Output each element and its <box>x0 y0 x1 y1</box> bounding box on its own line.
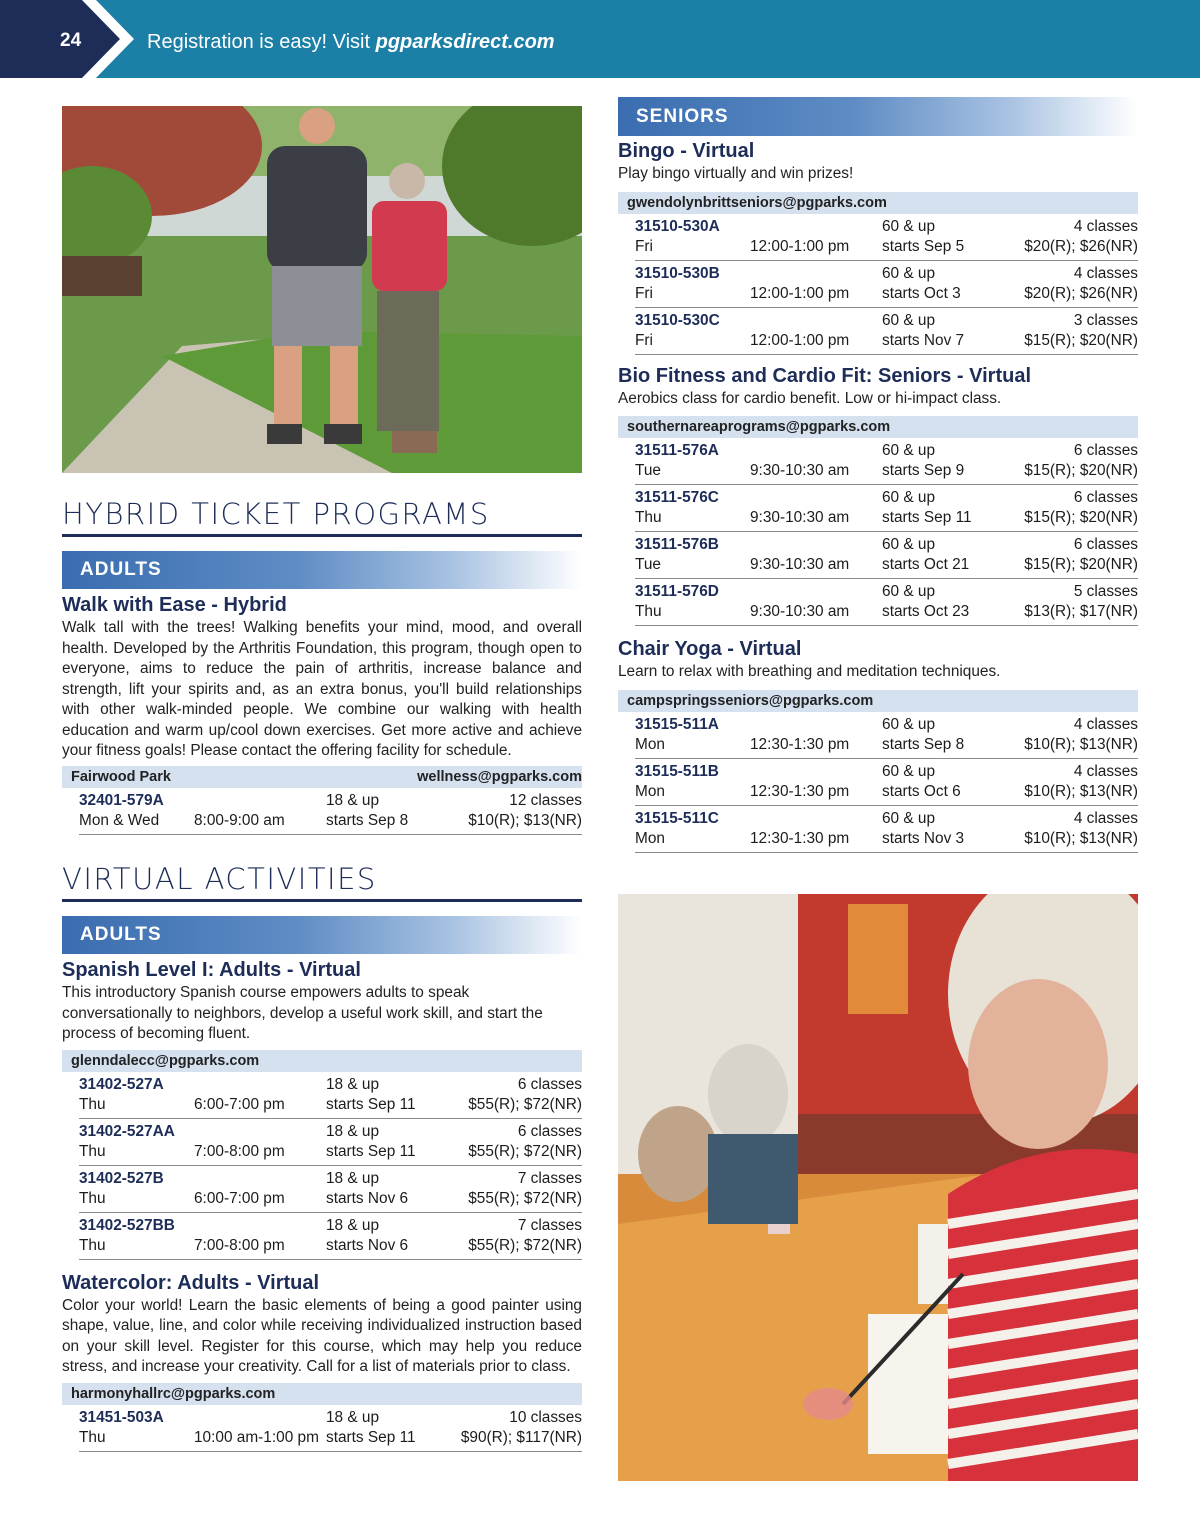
session-time: 12:00-1:00 pm <box>750 331 850 349</box>
session-fee: $15(R); $20(NR) <box>1024 331 1138 349</box>
session-day: Thu <box>79 1095 106 1113</box>
watercolor-painting-photo <box>618 894 1138 1481</box>
course-code: 31510-530B <box>635 264 720 282</box>
contact-email[interactable]: gwendolynbrittseniors@pgparks.com <box>627 194 887 211</box>
course-code: 31511-576A <box>635 442 719 459</box>
program-title: Spanish Level I: Adults - Virtual <box>62 959 361 981</box>
program-title: Bingo - Virtual <box>618 140 755 162</box>
session-day: Thu <box>79 1189 106 1207</box>
session-fee: $20(R); $26(NR) <box>1024 237 1138 255</box>
category-band: ADULTS <box>62 916 582 954</box>
course-code: 31510-530A <box>635 217 720 235</box>
session-age: 60 & up <box>882 311 936 329</box>
session-day: Fri <box>635 284 653 302</box>
session-time: 8:00-9:00 am <box>194 812 285 829</box>
session-time: 9:30-10:30 am <box>750 462 850 479</box>
seniors-section <box>618 97 1138 853</box>
session-classes: 6 classes <box>1073 442 1138 459</box>
session-day: Mon & Wed <box>79 812 160 829</box>
session-day: Fri <box>635 237 653 255</box>
session-start: starts Nov 7 <box>882 331 965 349</box>
session-classes: 3 classes <box>1073 311 1138 329</box>
program-description: Learn to relax with breathing and meditation techniques. <box>618 663 1001 680</box>
session-row[interactable] <box>635 214 1138 261</box>
session-list <box>618 214 1138 355</box>
session-fee: $15(R); $20(NR) <box>1024 509 1138 526</box>
session-time: 7:00-8:00 pm <box>194 1236 285 1254</box>
session-start: starts Sep 11 <box>882 509 972 526</box>
course-code: 31402-527B <box>79 1169 164 1187</box>
session-fee: $10(R); $13(NR) <box>1024 829 1138 847</box>
course-code: 31402-527A <box>79 1075 164 1093</box>
session-day: Mon <box>635 829 665 847</box>
session-age: 18 & up <box>326 1122 380 1140</box>
course-code: 31511-576B <box>635 536 719 553</box>
session-age: 18 & up <box>326 1075 380 1093</box>
session-classes: 7 classes <box>517 1169 582 1187</box>
contact-email-row <box>618 690 1138 712</box>
session-day: Thu <box>79 1142 106 1160</box>
session-row[interactable] <box>635 438 1138 485</box>
session-start: starts Sep 11 <box>326 1095 416 1113</box>
session-start: starts Sep 11 <box>326 1142 416 1160</box>
session-age: 18 & up <box>326 1216 380 1234</box>
session-classes: 6 classes <box>1073 489 1138 506</box>
session-age: 60 & up <box>882 762 936 780</box>
program-description: Color your world! Learn the basic elements of being a good painter using shape, value, line, and color while receiving individualized instruction based on your skill level. Register for this course, which may help you reduce stress, and increase your creativity. Call for a list of materials prior to class. <box>62 1296 582 1375</box>
hybrid-section <box>62 496 582 835</box>
session-fee: $10(R); $13(NR) <box>1024 735 1138 753</box>
session-age: 60 & up <box>882 715 936 733</box>
session-row[interactable] <box>635 759 1138 806</box>
session-row[interactable] <box>635 806 1138 853</box>
session-time: 9:30-10:30 am <box>750 556 850 573</box>
session-age: 60 & up <box>882 489 936 506</box>
course-code: 31510-530C <box>635 311 720 329</box>
session-time: 6:00-7:00 pm <box>194 1095 285 1113</box>
session-classes: 6 classes <box>517 1122 582 1140</box>
program-description: Play bingo virtually and win prizes! <box>618 165 854 182</box>
session-day: Mon <box>635 735 665 753</box>
session-row[interactable] <box>635 308 1138 355</box>
session-start: starts Sep 9 <box>882 462 965 479</box>
session-start: starts Sep 8 <box>326 812 409 829</box>
course-code: 31515-511C <box>635 809 719 827</box>
session-time: 12:00-1:00 pm <box>750 284 850 302</box>
session-day: Thu <box>635 603 662 620</box>
course-code: 31515-511B <box>635 762 719 780</box>
session-start: starts Sep 5 <box>882 237 965 255</box>
registration-link[interactable]: pgparksdirect.com <box>375 31 555 53</box>
session-list <box>62 1405 582 1452</box>
session-classes: 12 classes <box>509 792 582 809</box>
contact-email-row <box>62 1050 582 1072</box>
session-day: Tue <box>635 462 661 479</box>
program-description: Walk tall with the trees! Walking benefits your mind, mood, and overall health. Developed by the Arthritis Foundation, this program, though open to everyone, aims to reduce the pain of arthritis, increase balance and strength, lift your spirits and, as an extra bonus, you'll build relationships with other walk-minded people. We combine our walking with health education and warm up/cool down exercises. Get more active and achieve your fitness goals! Please contact the offering facility for schedule. <box>62 619 582 759</box>
session-time: 6:00-7:00 pm <box>194 1189 285 1207</box>
contact-email-row <box>618 192 1138 214</box>
session-fee: $55(R); $72(NR) <box>468 1095 582 1113</box>
contact-email[interactable]: glenndalecc@pgparks.com <box>71 1052 260 1069</box>
session-time: 12:30-1:30 pm <box>750 829 850 847</box>
session-time: 10:00 am-1:00 pm <box>194 1428 319 1446</box>
registration-text: Registration is easy! Visit <box>147 31 376 53</box>
session-row[interactable] <box>635 532 1138 579</box>
session-age: 60 & up <box>882 583 936 600</box>
session-classes: 4 classes <box>1073 264 1138 282</box>
session-start: starts Sep 8 <box>882 735 965 753</box>
contact-email[interactable]: southernareaprograms@pgparks.com <box>627 419 891 435</box>
category-band: ADULTS <box>62 551 582 589</box>
header-banner <box>0 0 1200 78</box>
session-row[interactable] <box>79 1213 582 1260</box>
session-list <box>618 438 1138 626</box>
session-fee: $55(R); $72(NR) <box>468 1236 582 1254</box>
session-row[interactable] <box>79 1119 582 1166</box>
virtual-section <box>62 861 582 1452</box>
session-classes: 6 classes <box>517 1075 582 1093</box>
location-email-row <box>62 766 582 788</box>
session-row[interactable] <box>635 712 1138 759</box>
session-classes: 10 classes <box>509 1408 582 1426</box>
course-code: 31515-511A <box>635 715 719 733</box>
section-title: VIRTUAL ACTIVITIES <box>62 861 582 902</box>
session-fee: $10(R); $13(NR) <box>468 812 582 829</box>
session-age: 60 & up <box>882 217 936 235</box>
contact-email[interactable]: harmonyhallrc@pgparks.com <box>71 1385 276 1402</box>
walking-couple-photo <box>62 106 582 473</box>
session-start: starts Nov 6 <box>326 1189 409 1207</box>
session-fee: $20(R); $26(NR) <box>1024 284 1138 302</box>
session-age: 60 & up <box>882 809 936 827</box>
session-fee: $90(R); $117(NR) <box>460 1428 582 1446</box>
session-day: Tue <box>635 556 661 573</box>
session-age: 60 & up <box>882 536 936 553</box>
session-time: 12:30-1:30 pm <box>750 735 850 753</box>
session-start: starts Nov 6 <box>326 1236 409 1254</box>
session-day: Thu <box>79 1236 106 1254</box>
program-description: Aerobics class for cardio benefit. Low or hi-impact class. <box>618 389 1002 407</box>
session-row[interactable] <box>79 1405 582 1452</box>
session-time: 9:30-10:30 am <box>750 509 850 526</box>
session-time: 12:30-1:30 pm <box>750 782 850 800</box>
category-band: SENIORS <box>618 97 1138 136</box>
program-title: Chair Yoga - Virtual <box>618 638 802 660</box>
session-row[interactable] <box>635 485 1138 532</box>
session-classes: 6 classes <box>1073 536 1138 553</box>
session-start: starts Sep 11 <box>326 1428 416 1446</box>
location-name: Fairwood Park <box>71 769 171 785</box>
session-row[interactable] <box>79 1072 582 1119</box>
program-description: This introductory Spanish course empowers adults to speak conversationally to neighbors, develop a useful work skill, and start the process of becoming fluent. <box>62 984 543 1042</box>
session-row[interactable] <box>79 788 582 835</box>
session-age: 18 & up <box>326 1408 380 1426</box>
session-row[interactable] <box>79 1166 582 1213</box>
session-start: starts Oct 21 <box>882 556 970 573</box>
program-title: Watercolor: Adults - Virtual <box>62 1271 320 1294</box>
session-list <box>618 712 1138 853</box>
session-day: Fri <box>635 331 653 349</box>
session-fee: $15(R); $20(NR) <box>1024 556 1138 573</box>
course-code: 32401-579A <box>79 792 164 809</box>
session-classes: 4 classes <box>1073 809 1138 827</box>
session-classes: 7 classes <box>517 1216 582 1234</box>
session-fee: $55(R); $72(NR) <box>468 1142 582 1160</box>
session-fee: $10(R); $13(NR) <box>1024 782 1138 800</box>
course-code: 31511-576D <box>635 583 719 600</box>
contact-email-row <box>618 416 1138 438</box>
session-time: 7:00-8:00 pm <box>194 1142 285 1160</box>
program-title: Walk with Ease - Hybrid <box>62 594 287 616</box>
session-age: 18 & up <box>326 1169 380 1187</box>
session-classes: 5 classes <box>1073 583 1138 600</box>
session-start: starts Oct 23 <box>882 603 970 620</box>
page-number: 24 <box>60 30 82 51</box>
session-list <box>62 1072 582 1260</box>
session-start: starts Oct 3 <box>882 284 961 302</box>
course-code: 31451-503A <box>79 1408 164 1426</box>
session-fee: $55(R); $72(NR) <box>468 1189 582 1207</box>
session-list <box>62 788 582 835</box>
session-day: Thu <box>635 509 662 526</box>
session-age: 60 & up <box>882 442 936 459</box>
course-code: 31511-576C <box>635 489 719 506</box>
session-day: Thu <box>79 1428 106 1446</box>
session-row[interactable] <box>635 579 1138 626</box>
session-start: starts Nov 3 <box>882 829 965 847</box>
course-code: 31402-527AA <box>79 1122 175 1140</box>
contact-email-row <box>62 1383 582 1405</box>
course-code: 31402-527BB <box>79 1216 175 1234</box>
session-start: starts Oct 6 <box>882 782 961 800</box>
session-age: 18 & up <box>326 792 380 809</box>
registration-line <box>147 31 555 54</box>
session-fee: $13(R); $17(NR) <box>1024 603 1138 620</box>
contact-email[interactable]: wellness@pgparks.com <box>417 769 582 785</box>
session-row[interactable] <box>635 261 1138 308</box>
session-classes: 4 classes <box>1073 217 1138 235</box>
session-classes: 4 classes <box>1073 762 1138 780</box>
section-title: HYBRID TICKET PROGRAMS <box>62 496 582 537</box>
session-fee: $15(R); $20(NR) <box>1024 462 1138 479</box>
session-day: Mon <box>635 782 665 800</box>
session-time: 9:30-10:30 am <box>750 603 850 620</box>
session-age: 60 & up <box>882 264 936 282</box>
session-classes: 4 classes <box>1073 715 1138 733</box>
program-title: Bio Fitness and Cardio Fit: Seniors - Virtual <box>618 364 1032 387</box>
contact-email[interactable]: campspringsseniors@pgparks.com <box>627 692 874 709</box>
session-time: 12:00-1:00 pm <box>750 237 850 255</box>
